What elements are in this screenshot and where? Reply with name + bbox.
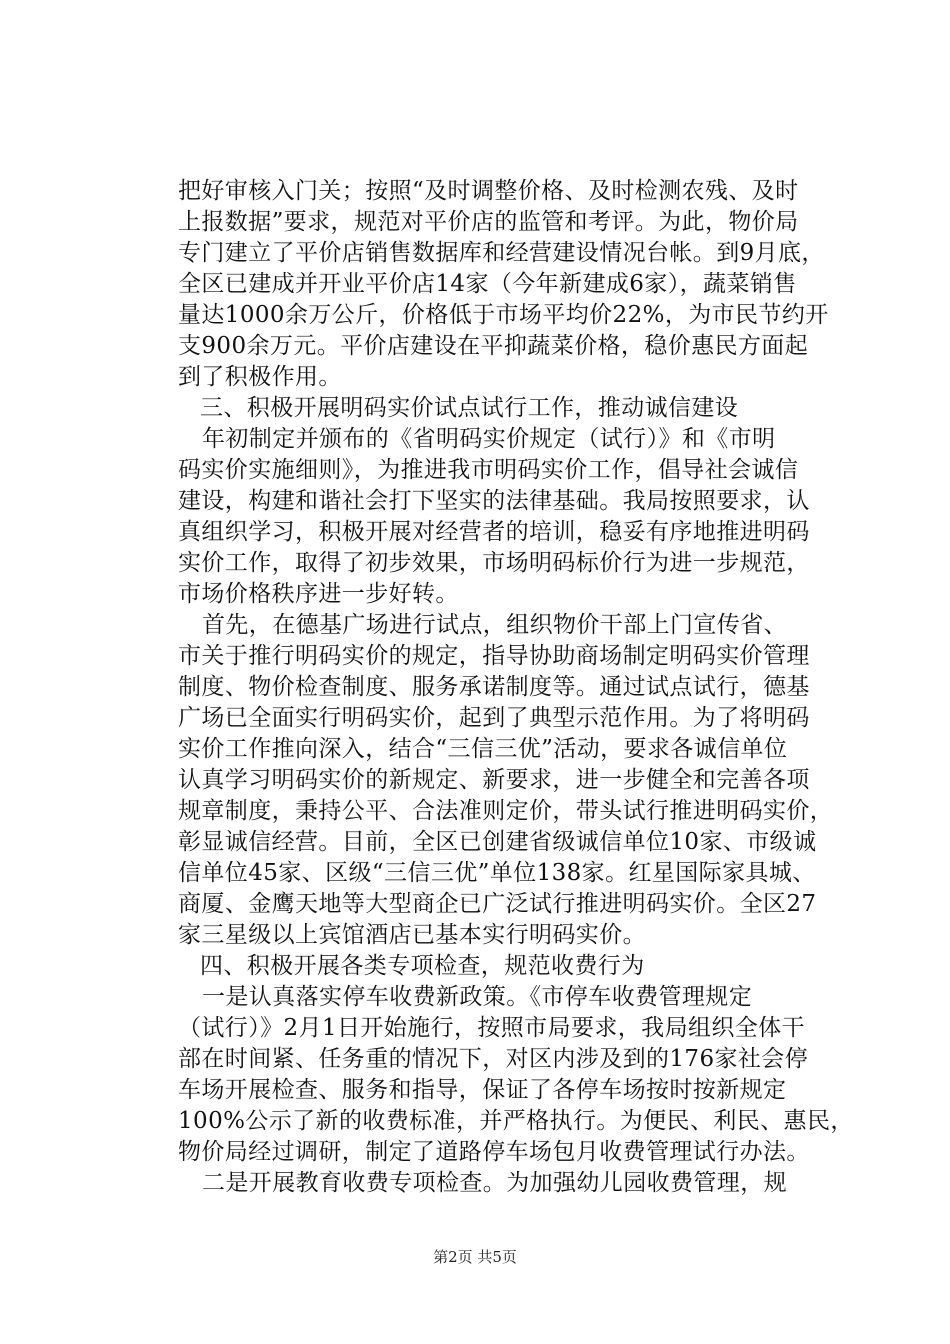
body-text-line: 实价工作，取得了初步效果，市场明码标价行为进一步规范， <box>178 550 810 576</box>
body-text-line: 广场已全面实行明码实价，起到了典型示范作用。为了将明码 <box>178 705 810 731</box>
body-text-line: 规章制度，秉持公平、合法准则定价，带头试行推进明码实价， <box>178 798 834 824</box>
body-text-line: （试行）》2月1日开始施行，按照市局要求，我局组织全体干 <box>178 1015 805 1041</box>
body-text-line: 市场价格秩序进一步好转。 <box>178 581 459 607</box>
body-text-line: 商厦、金鹰天地等大型商企已广泛试行推进明码实价。全区27 <box>178 891 817 917</box>
body-text-line: 量达1000余万公斤，价格低于市场平均价22%，为市民节约开 <box>178 302 829 328</box>
section-heading-4: 四、积极开展各类专项检查，规范收费行为 <box>200 953 645 979</box>
body-text-line: 彰显诚信经营。目前，全区已创建省级诚信单位10家、市级诚 <box>178 829 817 855</box>
body-text-line: 年初制定并颁布的《省明码实价规定（试行）》和《市明 <box>202 426 776 452</box>
body-text-line: 建设，构建和谐社会打下坚实的法律基础。我局按照要求，认 <box>178 488 810 514</box>
body-text-line: 认真学习明码实价的新规定、新要求，进一步健全和完善各项 <box>178 767 810 793</box>
body-text-line: 上报数据”要求，规范对平价店的监管和考评。为此，物价局 <box>178 209 799 235</box>
body-text-line: 码实价实施细则》，为推进我市明码实价工作，倡导社会诚信 <box>178 457 799 483</box>
body-text-line: 信单位45家、区级“三信三优”单位138家。红星国际家具城、 <box>178 860 816 886</box>
body-text-line: 全区已建成并开业平价店14家（今年新建成6家），蔬菜销售 <box>178 271 797 297</box>
body-text-line: 实价工作推向深入，结合“三信三优”活动，要求各诚信单位 <box>178 736 788 762</box>
body-text-line: 100%公示了新的收费标准，并严格执行。为便民、利民、惠民， <box>178 1108 854 1134</box>
body-text-line: 家三星级以上宾馆酒店已基本实行明码实价。 <box>178 922 646 948</box>
section-heading-3: 三、积极开展明码实价试点试行工作，推动诚信建设 <box>200 395 739 421</box>
body-text-line: 首先，在德基广场进行试点，组织物价干部上门宣传省、 <box>202 612 787 638</box>
body-text-line: 市关于推行明码实价的规定，指导协助商场制定明码实价管理 <box>178 643 810 669</box>
body-text-line: 部在时间紧、任务重的情况下，对区内涉及到的176家社会停 <box>178 1046 809 1072</box>
body-text-line: 到了积极作用。 <box>178 364 342 390</box>
body-text-line: 支900余万元。平价店建设在平抑蔬菜价格，稳价惠民方面起 <box>178 333 809 359</box>
body-text-line: 二是开展教育收费专项检查。为加强幼儿园收费管理，规 <box>202 1170 787 1196</box>
body-text-line: 把好审核入门关；按照“及时调整价格、及时检测农残、及时 <box>178 178 799 204</box>
body-text-line: 真组织学习，积极开展对经营者的培训，稳妥有序地推进明码 <box>178 519 810 545</box>
body-text-line: 专门建立了平价店销售数据库和经营建设情况台帐。到9月底， <box>178 240 825 266</box>
page-number-footer: 第2页 共5页 <box>433 1248 517 1266</box>
body-text-line: 制度、物价检查制度、服务承诺制度等。通过试点试行，德基 <box>178 674 810 700</box>
body-text-line: 一是认真落实停车收费新政策。《市停车收费管理规定 <box>202 984 753 1010</box>
body-text-line: 物价局经过调研，制定了道路停车场包月收费管理试行办法。 <box>178 1139 810 1165</box>
body-text-line: 车场开展检查、服务和指导，保证了各停车场按时按新规定 <box>178 1077 787 1103</box>
